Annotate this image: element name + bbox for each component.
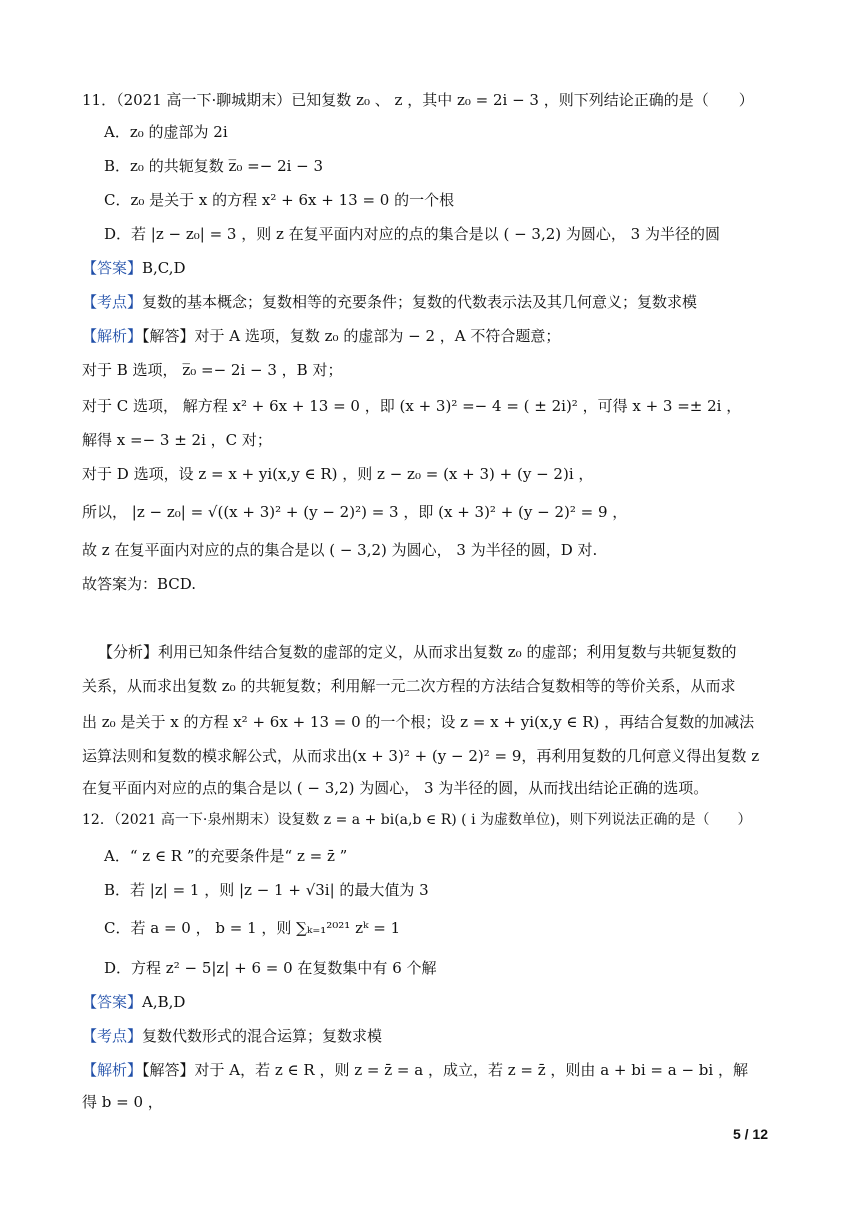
- q11-analysis-line-4: 运算法则和复数的模求解公式，从而求出(x + 3)² + (y − 2)² = 9，再利用复数的几何意义得出复数 z: [82, 747, 760, 765]
- q11-solution-line-5: 对于 D 选项，设 z = x + yi(x,y ∈ R) ，则 z − z₀ = (x + 3) + (y − 2)i ，: [82, 465, 594, 483]
- q11-stem: 11．（2021 高一下·聊城期末）已知复数 z₀ 、 z ，其中 z₀ = 2i − 3 ，则下列结论正确的是（ ）: [82, 91, 754, 109]
- q11-analysis-line-2: 关系，从而求出复数 z₀ 的共轭复数；利用解一元二次方程的方法结合复数相等的等价关系，从而求: [82, 677, 736, 695]
- q11-analysis-line-1: 【分析】利用已知条件结合复数的虚部的定义，从而求出复数 z₀ 的虚部；利用复数与共轭复数的: [98, 643, 737, 661]
- point-tag: 【考点】: [82, 1027, 143, 1045]
- q12-solution-line-1: [82, 1060, 748, 1080]
- page-number: 5 / 12: [732, 1126, 768, 1142]
- q11-point-line: [82, 292, 697, 312]
- point-tag: 【考点】: [82, 293, 143, 311]
- q11-solution-line-8: 故答案为：BCD.: [82, 575, 197, 593]
- q11-option-a: A．z₀ 的虚部为 2i: [104, 123, 228, 141]
- q11-option-b: B．z₀ 的共轭复数 z̅₀ =− 2i − 3: [104, 157, 324, 175]
- q11-point: 复数的基本概念；复数相等的充要条件；复数的代数表示法及其几何意义；复数求模: [142, 293, 698, 311]
- q11-analysis-line-3: 出 z₀ 是关于 x 的方程 x² + 6x + 13 = 0 的一个根；设 z = x + yi(x,y ∈ R) ，再结合复数的加减法: [82, 713, 755, 731]
- q11-answer: B,C,D: [142, 259, 186, 277]
- solution-tag: 【解析】: [82, 327, 143, 345]
- q11-analysis-line-5: 在复平面内对应的点的集合是以 ( − 3,2) 为圆心， 3 为半径的圆，从而找出结论正确的选项。: [82, 779, 709, 797]
- q12-point: 复数代数形式的混合运算；复数求模: [142, 1027, 383, 1045]
- q11-option-c: C．z₀ 是关于 x 的方程 x² + 6x + 13 = 0 的一个根: [104, 191, 455, 209]
- q12-option-a: A．“ z ∈ R ”的充要条件是“ z = z̄ ”: [104, 847, 348, 865]
- q12-option-d: D．方程 z² − 5|z| + 6 = 0 在复数集中有 6 个解: [104, 959, 437, 977]
- q11-solution-line-1: [82, 326, 560, 346]
- q11-solution-line-2: 对于 B 选项， z̅₀ =− 2i − 3 ，B 对；: [82, 361, 343, 379]
- q12-answer-line: [82, 992, 185, 1012]
- q12-point-line: [82, 1026, 382, 1046]
- q11-solution-line-3: 对于 C 选项， 解方程 x² + 6x + 13 = 0 ，即 (x + 3)² =− 4 = ( ± 2i)² ，可得 x + 3 =± 2i ，: [82, 397, 742, 415]
- solution-tag: 【解析】: [82, 1061, 143, 1079]
- answer-tag: 【答案】: [82, 993, 143, 1011]
- q12-solution-1: 【解答】对于 A，若 z ∈ R ，则 z = z̄ = a ，成立，若 z = z̄ ，则由 a + bi = a − bi ，解: [142, 1061, 748, 1079]
- q12-option-b: B．若 |z| = 1 ，则 |z − 1 + √3i| 的最大值为 3: [104, 881, 429, 899]
- q11-solution-1: 【解答】对于 A 选项，复数 z₀ 的虚部为 − 2 ，A 不符合题意；: [142, 327, 561, 345]
- q11-answer-line: [82, 258, 186, 278]
- q12-stem: 12．（2021 高一下·泉州期末）设复数 z = a + bi(a,b ∈ R) ( i 为虚数单位)，则下列说法正确的是（ ）: [82, 812, 752, 828]
- q11-solution-line-7: 故 z 在复平面内对应的点的集合是以 ( − 3,2) 为圆心， 3 为半径的圆，D 对.: [82, 541, 598, 559]
- q11-solution-line-4: 解得 x =− 3 ± 2i ，C 对；: [82, 431, 272, 449]
- q12-solution-line-2: 得 b = 0 ，: [82, 1093, 163, 1111]
- q12-answer: A,B,D: [142, 993, 186, 1011]
- q11-option-d: D．若 |z − z₀| = 3 ，则 z 在复平面内对应的点的集合是以 ( − 3,2) 为圆心， 3 为半径的圆: [104, 225, 720, 243]
- q11-solution-line-6: 所以， |z − z₀| = √((x + 3)² + (y − 2)²) = 3 ，即 (x + 3)² + (y − 2)² = 9 ，: [82, 503, 628, 521]
- q12-option-c: C．若 a = 0 ， b = 1 ，则 ∑ₖ₌₁²⁰²¹ zᵏ = 1: [104, 919, 401, 937]
- answer-tag: 【答案】: [82, 259, 143, 277]
